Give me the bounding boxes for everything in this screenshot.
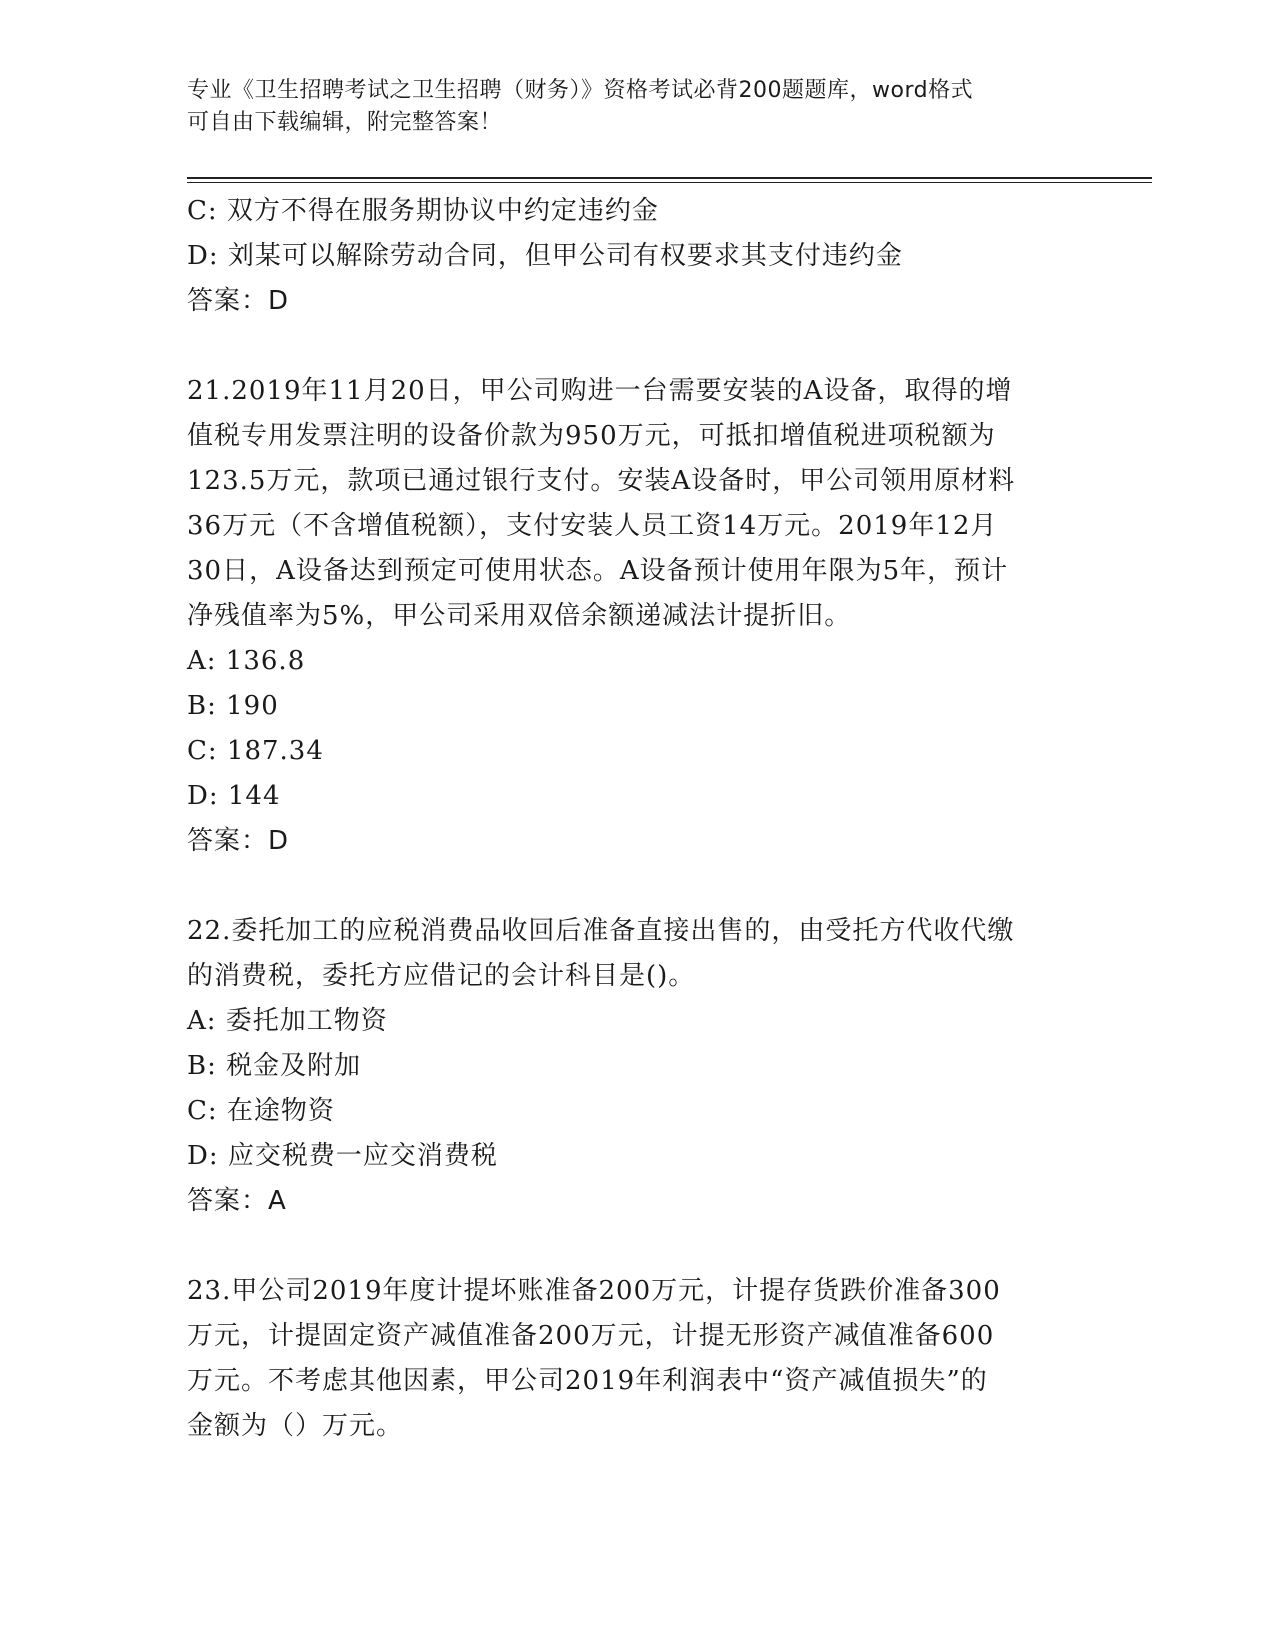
option-b: B: 税金及附加 [187,1051,362,1081]
question-20 [187,189,1087,324]
stem-line: 净残值率为5%，甲公司采用双倍余额递减法计提折旧。 [187,601,852,631]
stem-line: 的消费税，委托方应借记的会计科目是()。 [187,961,696,991]
stem-line: 万元，计提固定资产减值准备200万元，计提无形资产减值准备600 [187,1321,995,1351]
option-c: C: 在途物资 [187,1096,335,1126]
answer: 答案：A [187,1186,287,1216]
question-content [187,189,1087,1449]
stem-line: 值税专用发票注明的设备价款为950万元，可抵扣增值税进项税额为 [187,421,996,451]
question-stem [187,1269,1087,1449]
option-c: C: 双方不得在服务期协议中约定违约金 [187,196,659,226]
stem-line: 21.2019年11月20日，甲公司购进一台需要安装的A设备，取得的增 [187,376,1013,406]
stem-line: 23.甲公司2019年度计提坏账准备200万元，计提存货跌价准备300 [187,1276,1001,1306]
stem-line: 22.委托加工的应税消费品收回后准备直接出售的，由受托方代收代缴 [187,916,1015,946]
stem-line: 36万元（不含增值税额），支付安装人员工资14万元。2019年12月 [187,511,998,541]
header-title-line-1: 专业《卫生招聘考试之卫生招聘（财务）》资格考试必背200题题库，word格式 [187,78,974,103]
stem-line: 123.5万元，款项已通过银行支付。安装A设备时，甲公司领用原材料 [187,466,1016,496]
stem-line: 万元。不考虑其他因素，甲公司2019年利润表中“资产减值损失”的 [187,1366,988,1396]
option-d: D: 刘某可以解除劳动合同，但甲公司有权要求其支付违约金 [187,241,903,271]
option-a: A: 136.8 [187,646,306,676]
question-stem [187,909,1087,999]
option-a: A: 委托加工物资 [187,1006,388,1036]
stem-line: 金额为（）万元。 [187,1411,404,1441]
question-21 [187,369,1087,864]
option-b: B: 190 [187,691,279,721]
header-divider-thick [187,177,1152,179]
answer: 答案：D [187,826,290,856]
stem-line: 30日，A设备达到预定可使用状态。A设备预计使用年限为5年，预计 [187,556,1009,586]
header-title-line-2: 可自由下载编辑，附完整答案！ [187,110,503,135]
answer: 答案：D [187,286,290,316]
option-d: D: 144 [187,781,281,811]
question-stem [187,369,1087,639]
document-header [187,75,1067,139]
question-22 [187,909,1087,1224]
header-divider-thin [187,182,1152,183]
question-23 [187,1269,1087,1449]
option-d: D: 应交税费一应交消费税 [187,1141,498,1171]
option-c: C: 187.34 [187,736,324,766]
